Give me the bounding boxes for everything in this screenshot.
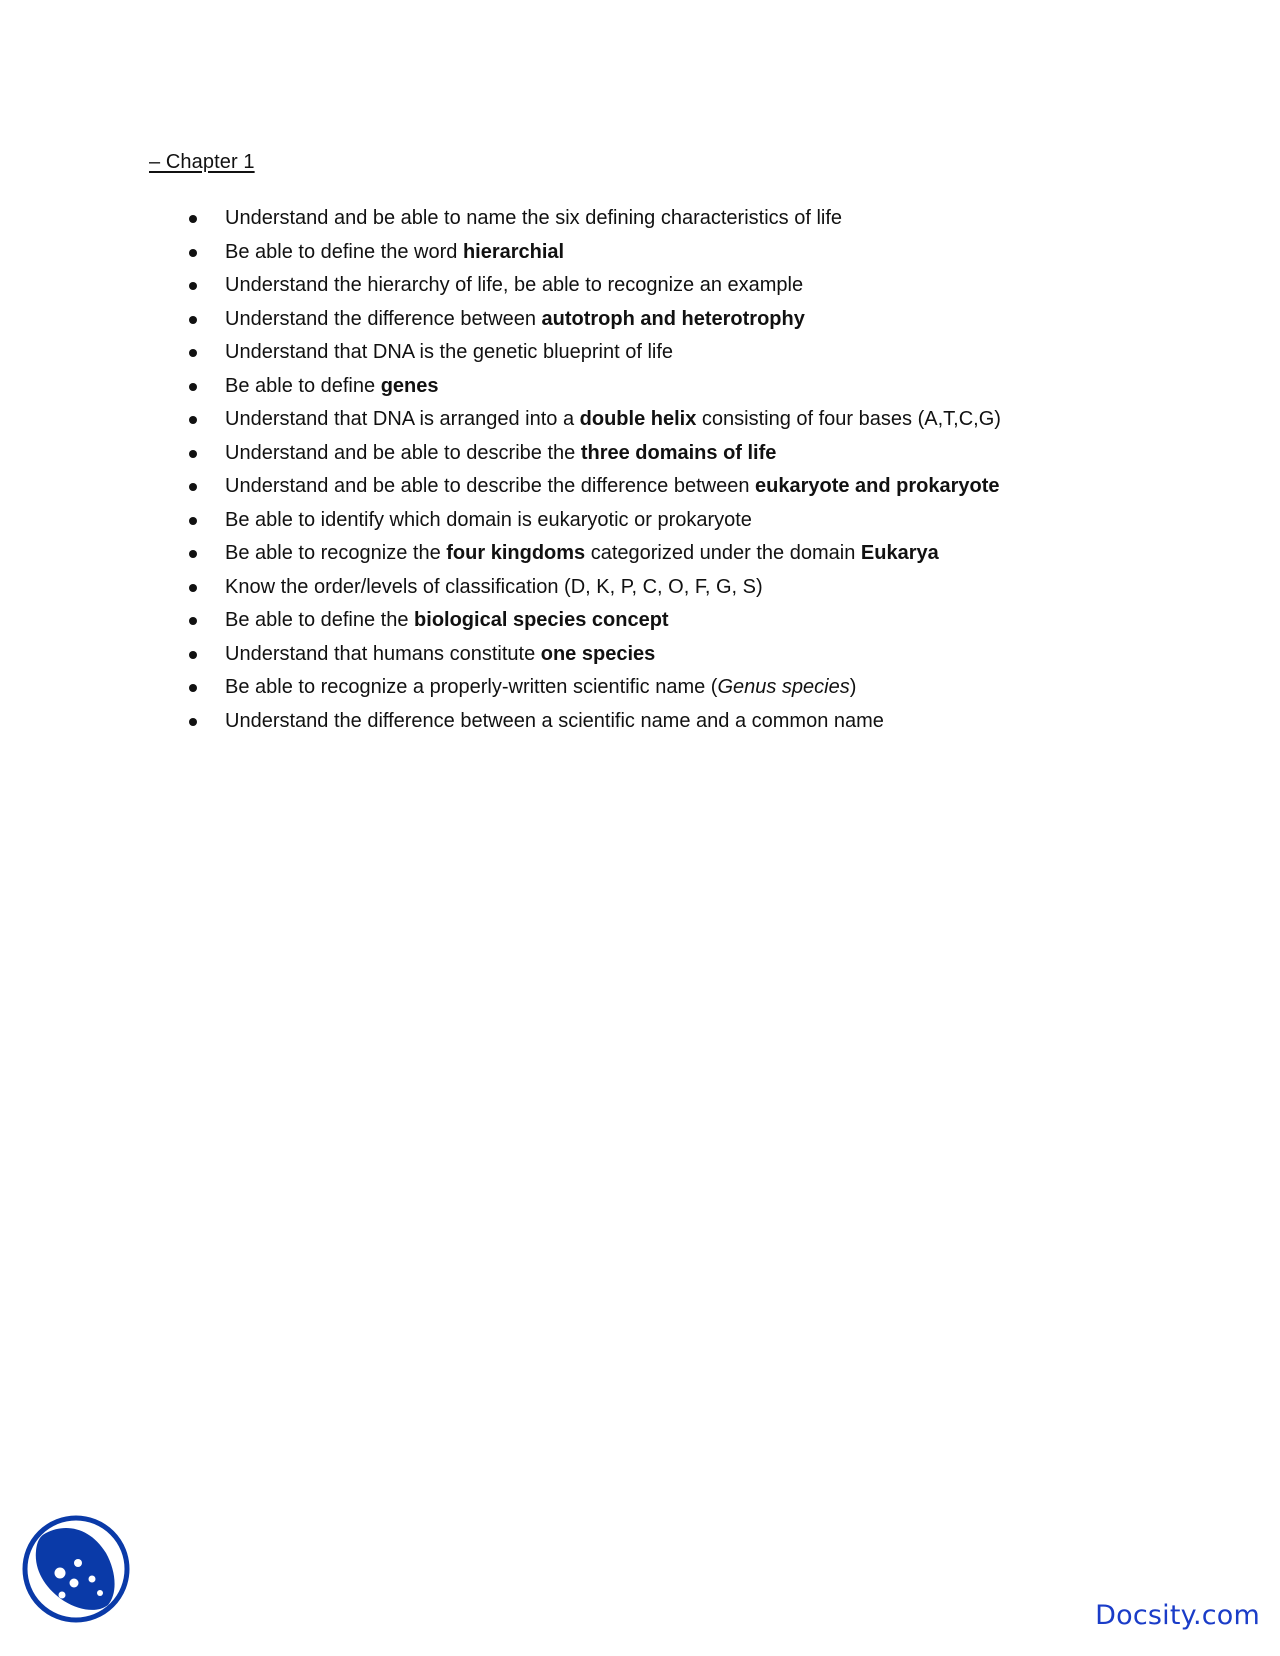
bullet-dot-icon [189,383,197,391]
list-item [185,269,1001,303]
italic-term: Genus species [717,676,850,698]
bullet-dot-icon [189,215,197,223]
item-text: Be able to define the [225,609,415,631]
bullet-dot-icon [189,282,197,290]
bold-term: hierarchial [462,240,565,263]
list-item [185,571,1001,605]
bullet-dot-icon [189,718,197,726]
item-text: Know the order/levels of classification (D, K, P, C, O, F, G, S) [225,575,763,598]
item-text: categorized under the domain [585,542,861,564]
item-text: Be able to recognize the [225,542,447,564]
item-text: Understand and be able to describe the [225,441,581,464]
bold-term: genes [380,374,439,397]
item-text: Understand the difference between [225,307,542,330]
docsity-logo-icon[interactable] [20,1513,132,1625]
bullet-dot-icon [189,517,197,525]
bullet-dot-icon [189,550,197,558]
list-item [185,504,1001,538]
item-text: Understand that humans constitute [225,642,541,665]
list-item [185,604,1001,638]
list-item [185,705,1001,739]
bold-term: four kingdoms [446,542,586,564]
list-item [185,671,1001,705]
item-text: consisting of four bases (A,T,C,G) [696,408,1001,430]
bold-term: double helix [579,408,697,430]
bullet-dot-icon [189,416,197,424]
bullet-dot-icon [189,316,197,324]
bold-term: biological species concept [414,609,669,631]
bullet-dot-icon [189,249,197,257]
list-item [185,470,1001,504]
list-item [185,202,1001,236]
item-text: Understand that DNA is the genetic blueprint of life [225,341,674,363]
bullet-dot-icon [189,450,197,458]
item-text: Be able to define [225,374,381,397]
item-text: Understand the hierarchy of life, be able to recognize an example [225,274,804,296]
bold-term: Eukarya [860,542,939,564]
list-item [185,437,1001,471]
bold-term: autotroph and heterotrophy [541,307,805,330]
item-text: Understand and be able to describe the difference between [225,475,755,497]
bold-term: three domains of life [580,441,777,464]
bullet-dot-icon [189,651,197,659]
bullet-dot-icon [189,349,197,357]
item-text: Understand that DNA is arranged into a [225,408,580,430]
chapter-heading: – Chapter 1 [149,151,255,173]
list-item [185,537,1001,571]
item-text: Be able to define the word [225,240,463,263]
bullet-dot-icon [189,483,197,491]
item-text: ) [849,676,857,698]
list-item [185,370,1001,404]
item-text: Be able to recognize a properly-written scientific name ( [225,676,718,698]
bold-term: eukaryote and prokaryote [755,475,1000,497]
item-text: Understand the difference between a scientific name and a common name [225,709,884,732]
list-item [185,236,1001,270]
item-text: Understand and be able to name the six defining characteristics of life [225,207,843,229]
list-item [185,303,1001,337]
docsity-link[interactable]: Docsity.com [1095,1600,1260,1631]
bullet-dot-icon [189,684,197,692]
list-item [185,403,1001,437]
item-text: Be able to identify which domain is eukaryotic or prokaryote [225,508,752,531]
list-item [185,638,1001,672]
list-item [185,336,1001,370]
bullet-dot-icon [189,584,197,592]
bold-term: one species [540,642,656,665]
bullet-dot-icon [189,617,197,625]
objectives-list [185,202,1001,738]
